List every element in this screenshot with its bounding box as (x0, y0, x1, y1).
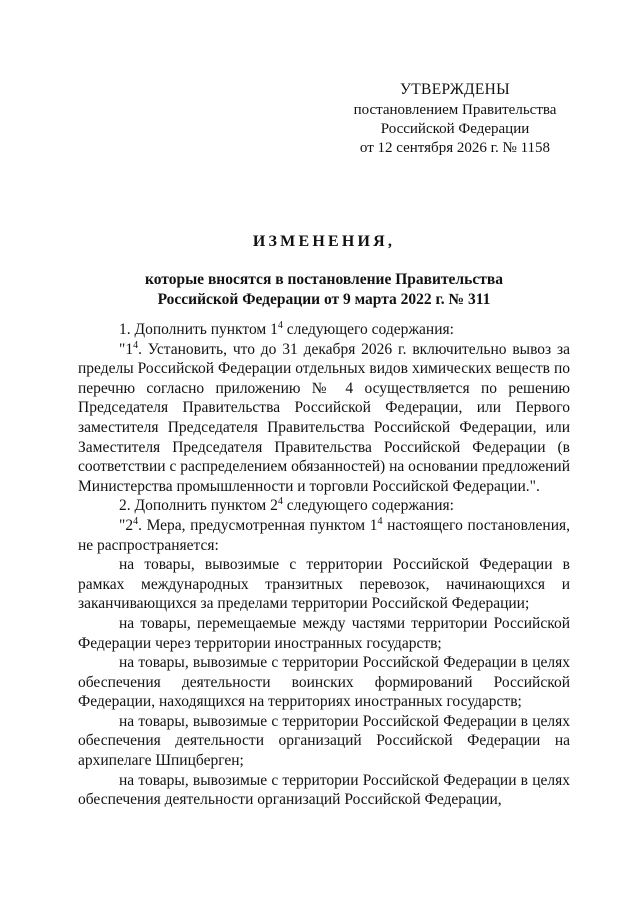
paragraph-text: . Мера, предусмотренная пунктом 1 (138, 516, 378, 534)
paragraph-text: "2 (119, 516, 134, 534)
document-subtitle (78, 270, 570, 310)
paragraph-text: "1 (119, 340, 134, 358)
superscript: 4 (133, 515, 139, 527)
paragraph-2 (78, 340, 570, 497)
paragraph-6: на товары, перемещаемые между частями территории Российской Федерации через территории иностранных государств; (78, 614, 570, 652)
paragraph-text: 1. Дополнить пунктом 1 (119, 321, 278, 338)
paragraph-text: 2. Дополнить пунктом 2 (119, 497, 278, 515)
approval-line-3: от 12 сентября 2026 г. № 1158 (359, 140, 551, 156)
document-title: ИЗМЕНЕНИЯ, (252, 233, 396, 250)
paragraph-9: на товары, вывозимые с территории Российской Федерации в целях обеспечения деятельности организаций Российской Федерации, (78, 771, 570, 809)
approval-line-1: постановлением Правительства (353, 102, 557, 118)
approval-block (340, 80, 570, 158)
paragraph-text: следующего содержания: (282, 321, 454, 338)
paragraph-7: на товары, вывозимые с территории Российской Федерации в целях обеспечения деятельности воинских формирований Российской Федерации, находящихся на территориях иностранных государств; (78, 654, 570, 711)
superscript: 4 (133, 339, 139, 351)
paragraph-8: на товары, вывозимые с территории Российской Федерации в целях обеспечения деятельности организаций Российской Федерации на архипелаге Шпицберген; (78, 712, 570, 770)
superscript: 4 (277, 496, 283, 508)
approval-line-2: Российской Федерации (380, 121, 530, 137)
title-block (78, 232, 570, 310)
superscript: 4 (377, 515, 383, 527)
paragraph-text: настоящего постановления, не распространяется: (78, 516, 570, 554)
paragraph-text: следующего содержания: (282, 497, 454, 515)
document-body (78, 320, 570, 810)
paragraph-1 (78, 320, 570, 340)
paragraph-3 (78, 496, 570, 516)
subtitle-line-1: которые вносятся в постановление Правительства (145, 271, 503, 288)
subtitle-line-2: Российской Федерации от 9 марта 2022 г. № 311 (157, 291, 491, 308)
paragraph-5: на товары, вывозимые с территории Российской Федерации в рамках международных транзитных перевозок, начинающихся и заканчивающихся за пределами территории Российской Федерации; (78, 556, 570, 613)
superscript: 4 (277, 319, 283, 331)
paragraph-text: . Установить, что до 31 декабря 2026 г. включительно вывоз за пределы Российской Федерации отдельных видов химических веществ по перечню согласно приложению № 4 осуществляется по решению Председателя Правительства Российской Федерации, или Первого заместителя Председателя Правительства Российской Федерации, или Заместителя Председателя Правительства Российской Федерации (в соответствии с распределением обязанностей) на основании предложений Министерства промышленности и торговли Российской Федерации.". (78, 340, 570, 495)
approval-stamp: УТВЕРЖДЕНЫ (400, 81, 510, 98)
paragraph-4 (78, 516, 570, 555)
